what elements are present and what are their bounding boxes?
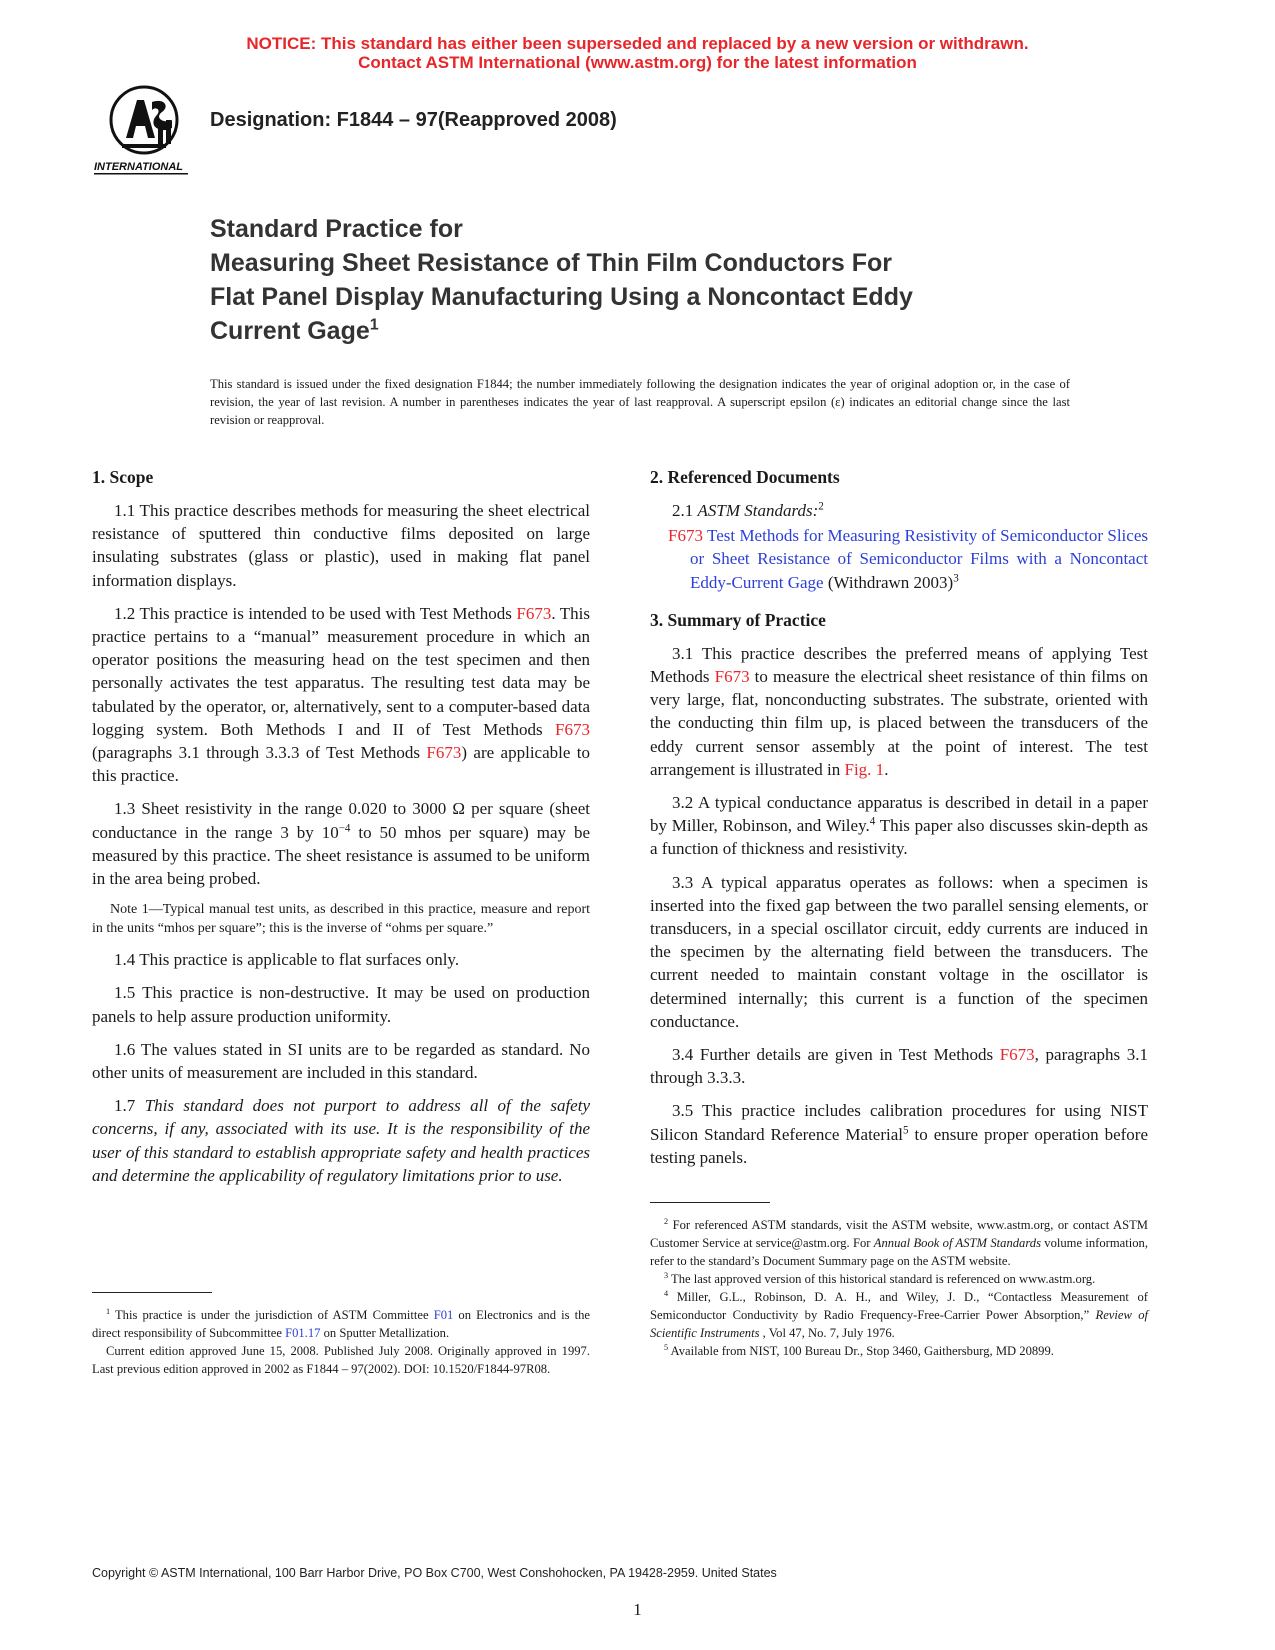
left-column xyxy=(92,465,590,1197)
reference-title-link[interactable]: Test Methods for Measuring Resistivity of Semiconductor Slices or Sheet Resistance of Semiconductor Films with a Noncontact Eddy-Current Gage xyxy=(690,526,1148,592)
title-line-4 xyxy=(210,314,1070,348)
document-title xyxy=(210,212,1070,348)
link-f673[interactable]: F673 xyxy=(555,719,590,739)
para-3-1 xyxy=(650,642,1148,781)
footnote-number: 1 xyxy=(106,1306,111,1316)
notice-line-1: NOTICE: This standard has either been superseded and replaced by a new version or withdrawn. xyxy=(246,34,1029,53)
para-3-4 xyxy=(650,1043,1148,1089)
para-1-7 xyxy=(92,1094,590,1187)
title-line-4-text: Current Gage xyxy=(210,317,370,345)
link-committee-f01[interactable]: F01 xyxy=(433,1308,454,1322)
footnote-divider-right xyxy=(650,1202,770,1203)
footnote-4-italic: Review of Scientific Instruments xyxy=(650,1308,1148,1340)
para-3-2-text-a: 3.2 A typical conductance apparatus is described in detail in a paper by Miller, Robinson, and Wiley. xyxy=(650,793,1148,836)
footnote-2-text-b: volume information, refer to the standard’s Document Summary page on the ASTM website. xyxy=(650,1236,1148,1268)
footnote-number: 3 xyxy=(664,1270,669,1280)
para-1-2-text-c: (paragraphs 3.1 through 3.3.3 of Test Methods xyxy=(92,743,427,763)
para-3-1-text-b: to measure the electrical sheet resistance of thin films on very large, flat, nonconducting substrates. The substrate, oriented with the conducting thin film up, is placed between the transducers of the eddy current sensor assembly at the point of interest. The test arrangement is illustrated in xyxy=(650,667,1148,779)
footnote-2-text-a: For referenced ASTM standards, visit the ASTM website, www.astm.org, or contact ASTM Customer Service at service@astm.org. For xyxy=(650,1218,1148,1250)
title-line-3: Flat Panel Display Manufacturing Using a Noncontact Eddy xyxy=(210,283,913,311)
link-subcommittee-f01-17[interactable]: F01.17 xyxy=(285,1326,321,1340)
para-1-1: 1.1 This practice describes methods for measuring the sheet electrical resistance of sputtered thin conductive films deposited on large insulating substrates (glass or plastic), used in making flat panel information displays. xyxy=(92,501,590,590)
footnote-3-text: The last approved version of this historical standard is referenced on www.astm.org. xyxy=(668,1272,1096,1286)
footnote-2 xyxy=(650,1216,1148,1270)
title-line-1: Standard Practice for xyxy=(210,215,463,243)
notice-banner xyxy=(0,34,1275,72)
section-1-heading: 1. Scope xyxy=(92,467,154,487)
right-column xyxy=(650,465,1148,1179)
astm-logo-icon xyxy=(92,80,202,180)
footnote-number: 2 xyxy=(664,1216,669,1226)
link-fig-1[interactable]: Fig. 1 xyxy=(844,759,885,779)
footnote-2-italic: Annual Book of ASTM Standards xyxy=(873,1236,1041,1250)
para-2-1-number: 2.1 xyxy=(672,501,698,520)
footnote-3 xyxy=(650,1270,1148,1288)
exponent: −4 xyxy=(338,821,351,834)
para-1-7-number: 1.7 xyxy=(114,1096,145,1116)
reference-code-link[interactable]: F673 xyxy=(668,526,703,546)
link-f673[interactable]: F673 xyxy=(999,1045,1035,1065)
footnote-4-text-b: , Vol 47, No. 7, July 1976. xyxy=(759,1326,895,1340)
issuance-statement: This standard is issued under the fixed designation F1844; the number immediately following the designation indicates the year of original adoption or, in the case of revision, the year of last revision. A number in parentheses indicates the year of last reapproval. A superscript epsilon (ε) indicates an editorial change since the last revision or reapproval. xyxy=(210,377,1070,427)
para-1-6: 1.6 The values stated in SI units are to be regarded as standard. No other units of measurement are included in this standard. xyxy=(92,1039,590,1083)
title-footnote-marker: 1 xyxy=(369,316,379,334)
para-3-5-text-b: to ensure proper operation before testing panels. xyxy=(650,1124,1148,1167)
para-1-2-text-a: 1.2 This practice is intended to be used with Test Methods xyxy=(114,603,517,623)
para-3-5-text-a: 3.5 This practice includes calibration procedures for using NIST Silicon Standard Reference Material xyxy=(650,1101,1148,1144)
footnote-1-text-c: on Sputter Metallization. xyxy=(320,1326,450,1340)
link-f673[interactable]: F673 xyxy=(426,743,462,763)
section-3-heading: 3. Summary of Practice xyxy=(650,609,826,630)
para-1-2-text-d: ) are applicable to this practice. xyxy=(92,743,590,786)
para-2-1 xyxy=(650,499,1148,522)
footnote-1-edition: Current edition approved June 15, 2008. Published July 2008. Originally approved in 1997. Last previous edition approved in 2002 as F1844 – 97(2002). DOI: 10.1520/F1844-97R08. xyxy=(92,1344,590,1376)
footnote-4-text-a: Miller, G.L., Robinson, D. A. H., and Wiley, J. D., “Contactless Measurement of Semiconductor Conductivity by Radio Frequency-Free-Carrier Power Absorption,” xyxy=(650,1290,1148,1322)
footnote-number: 5 xyxy=(664,1342,669,1352)
footnote-1-text-a: This practice is under the jurisdiction of ASTM Committee xyxy=(110,1308,434,1322)
footnote-marker: 2 xyxy=(818,500,824,513)
para-3-5 xyxy=(650,1099,1148,1169)
footnote-1-text-b: on Electronics and is the direct responsibility of Subcommittee xyxy=(92,1308,591,1340)
para-3-2-text-b: This paper also discusses skin-depth as a function of thickness and resistivity. xyxy=(650,816,1148,859)
para-1-4: 1.4 This practice is applicable to flat surfaces only. xyxy=(114,950,460,970)
copyright-line: Copyright © ASTM International, 100 Barr Harbor Drive, PO Box C700, West Conshohocken, PA 19428-2959. United States xyxy=(92,1566,777,1580)
footnote-5 xyxy=(650,1342,1148,1360)
link-f673[interactable]: F673 xyxy=(714,667,750,687)
footnote-marker: 3 xyxy=(953,571,959,584)
para-1-3 xyxy=(92,797,590,890)
title-line-2: Measuring Sheet Resistance of Thin Film Conductors For xyxy=(210,249,893,277)
footnote-divider-left xyxy=(92,1292,212,1293)
footnotes-right xyxy=(650,1216,1148,1360)
section-2-heading: 2. Referenced Documents xyxy=(650,467,840,487)
reference-item-f673 xyxy=(650,524,1148,594)
footnotes-left xyxy=(92,1306,590,1378)
para-1-3-text-a: 1.3 Sheet resistivity in the range 0.020 to 3000 Ω per square (sheet conductance in the range 3 by 10 xyxy=(92,799,590,842)
link-f673[interactable]: F673 xyxy=(516,603,552,623)
astm-logo-graphic xyxy=(92,80,202,180)
reference-status: (Withdrawn 2003) xyxy=(823,572,954,592)
para-1-5: 1.5 This practice is non-destructive. It may be used on production panels to help assure production uniformity. xyxy=(92,983,590,1026)
footnote-4 xyxy=(650,1288,1148,1342)
footnote-5-text: Available from NIST, 100 Bureau Dr., Stop 3460, Gaithersburg, MD 20899. xyxy=(668,1344,1054,1358)
footnote-number: 4 xyxy=(664,1288,669,1298)
para-3-2 xyxy=(650,791,1148,861)
para-3-1-text-c: . xyxy=(884,759,889,779)
para-1-2-text-b: . This practice pertains to a “manual” measurement procedure in which an operator positions the measuring head on the test specimen and then personally activates the test apparatus. The resulting test data may be tabulated by the operator, or, alternatively, sent to a computer-based data logging system. Both Methods I and II of Test Methods xyxy=(92,603,591,739)
logo-text: INTERNATIONAL xyxy=(94,161,184,173)
note-1: Note 1—Typical manual test units, as described in this practice, measure and report in the units “mhos per square”; this is the inverse of “ohms per square.” xyxy=(92,902,590,937)
para-3-1-text-a: 3.1 This practice describes the preferred means of applying Test Methods xyxy=(650,643,1148,687)
footnote-marker: 4 xyxy=(869,815,876,828)
para-1-7-text: This standard does not purport to address all of the safety concerns, if any, associated with its use. It is the responsibility of the user of this standard to establish appropriate safety and health practices and determine the applicability of regulatory limitations prior to use. xyxy=(92,1096,590,1185)
para-3-4-text-b: , paragraphs 3.1 through 3.3.3. xyxy=(650,1045,1148,1088)
designation: Designation: F1844 – 97(Reapproved 2008) xyxy=(210,109,617,131)
astm-standards-label: ASTM Standards: xyxy=(697,501,819,520)
footnote-marker: 5 xyxy=(903,1124,909,1137)
page-number: 1 xyxy=(633,1600,642,1619)
para-3-3: 3.3 A typical apparatus operates as follows: when a specimen is inserted into the fixed gap between the two parallel sensing elements, or transducers, in a special oscillator circuit, eddy currents are induced in the specimen by the alternating field between the transducers. The current needed to maintain constant voltage in the oscillator is determined internally; this current is a function of the specimen conductance. xyxy=(650,872,1148,1031)
para-3-4-text-a: 3.4 Further details are given in Test Methods xyxy=(672,1045,1000,1065)
para-1-2 xyxy=(92,602,590,788)
para-1-3-text-b: to 50 mhos per square) may be measured by this practice. The sheet resistance is assumed to be uniform in the area being probed. xyxy=(92,822,590,889)
notice-line-2: Contact ASTM International (www.astm.org) for the latest information xyxy=(358,53,917,72)
footnote-1 xyxy=(92,1306,590,1342)
